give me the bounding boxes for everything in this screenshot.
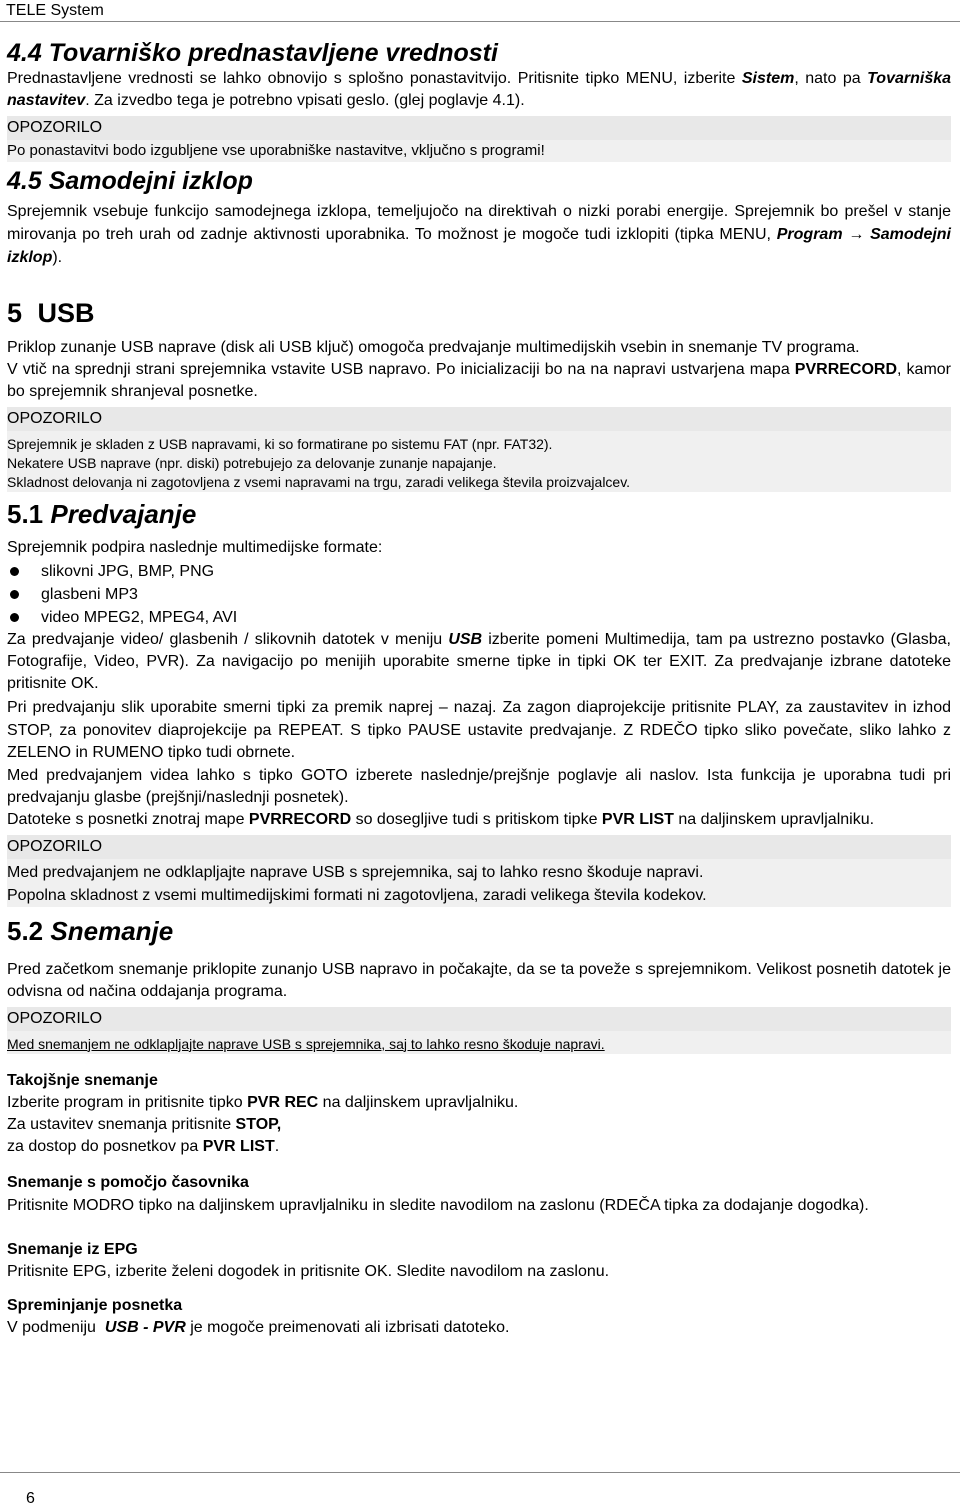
- paragraph: Pritisnite EPG, izberite želeni dogodek in pritisnite OK. Sledite navodilom na zaslonu.: [7, 1262, 610, 1280]
- section-title: USB: [37, 298, 95, 328]
- section-title: Samodejni izklop: [48, 167, 253, 195]
- section-heading-4-5: [7, 166, 951, 196]
- warning-label: OPOZORILO: [7, 835, 951, 859]
- warning-label: OPOZORILO: [7, 407, 951, 431]
- paragraph: Pri predvajanju slik uporabite smerni tipki za premik naprej – nazaj. Za zagon diaprojekcije pritisnite PLAY, za zaustavitev in izhod STOP, za ponovitev diaprojekcije pa REPEAT. S tipko PAUSE ustavite predvajanje. Z RDEČO tipko sliko povečate, sliko lahko z ZELENO in RUMENO tipko tudi obrnete.: [7, 699, 951, 761]
- section-heading-5-2: [7, 915, 951, 947]
- warning-line: Skladnost delovanja ni zagotovljena z vsemi napravami na trgu, zaradi velikega števila proizvajalcev.: [7, 474, 631, 490]
- paragraph: V vtič na sprednji strani sprejemnika vstavite USB napravo. Po inicializaciji bo na na napravi ustvarjena mapa PVRRECORD, kamor bo sprejemnik shranjeval posnetke.: [7, 361, 951, 400]
- warning-line: Nekatere USB naprave (npr. diski) potrebujejo za delovanje zunanje napajanje.: [7, 455, 497, 471]
- list-item: glasbeni MP3: [7, 583, 951, 606]
- section-number: 5.1: [7, 499, 44, 529]
- warning-block: [7, 431, 951, 492]
- subheading: Takojšnje snemanje: [7, 1071, 158, 1089]
- warning-block: [7, 859, 951, 907]
- section-number: 5.2: [7, 915, 44, 946]
- paragraph: Sprejemnik podpira naslednje multimedijske formate:: [7, 539, 383, 556]
- paragraph: Datoteke s posnetki znotraj mape PVRRECORD so dosegljive tudi s pritiskom tipke PVR LIST na daljinskem upravljalniku.: [7, 810, 875, 828]
- paragraph: Sprejemnik vsebuje funkcijo samodejnega izklopa, temeljujočo na direktivah o nizki porabi energije. Sprejemnik bo prešel v stanje mirovanja po treh urah od zadnje aktivnosti uporabnika. To možnost je mogoče tudi izklopiti (tipka MENU, Program → Samodejni izklop).: [7, 203, 951, 266]
- paragraph: Izberite program in pritisnite tipko PVR REC na daljinskem upravljalniku.: [7, 1093, 519, 1111]
- paragraph: Za predvajanje video/ glasbenih / slikovnih datotek v meniju USB izberite pomeni Multimedija, tam pa ustrezno postavko (Glasba, Fotografije, Video, PVR). Za navigacijo po menijih uporabite smerne tipke in tipki OK ter EXIT. Za predvajanje izbrane datoteke pritisnite OK.: [7, 631, 951, 692]
- list-item: slikovni JPG, BMP, PNG: [7, 560, 951, 583]
- paragraph: Med predvajanjem videa lahko s tipko GOTO izberete naslednje/prejšnje poglavje ali naslov. Ista funkcija je uporabna tudi pri predvajanju glasbe (prejšnji/naslednji posnetek).: [7, 766, 951, 806]
- section-title: Predvajanje: [50, 499, 197, 529]
- subheading: Spreminjanje posnetka: [7, 1296, 183, 1314]
- section-number: 4.5: [7, 167, 42, 195]
- section-heading-5: [7, 297, 951, 329]
- running-header: [0, 0, 960, 22]
- subheading: Snemanje iz EPG: [7, 1240, 138, 1258]
- subheading: Snemanje s pomočjo časovnika: [7, 1173, 249, 1191]
- page-number: 6: [26, 1490, 35, 1507]
- section-title: Tovarniško prednastavljene vrednosti: [48, 39, 498, 67]
- warning-label: OPOZORILO: [7, 1007, 951, 1031]
- header-title: TELE System: [6, 2, 104, 19]
- paragraph: Pred začetkom snemanje priklopite zunanjo USB napravo in počakajte, da se ta poveže s sprejemnikom. Velikost posnetih datotek je odvisna od načina oddajanja programa.: [7, 960, 951, 1000]
- section-title: Snemanje: [50, 915, 174, 946]
- section-number: 5: [7, 298, 23, 328]
- list-item: video MPEG2, MPEG4, AVI: [7, 606, 951, 629]
- warning-text: Po ponastavitvi bodo izgubljene vse uporabniške nastavitve, vključno s programi!: [7, 140, 951, 162]
- paragraph: Priklop zunanje USB naprave (disk ali USB ključ) omogoča predvajanje multimedijskih vsebin in snemanje TV programa.: [7, 339, 860, 356]
- warning-line: Med predvajanjem ne odklapljajte naprave USB s sprejemnika, saj to lahko resno škoduje napravi.: [7, 863, 704, 881]
- warning-text: Med snemanjem ne odklapljajte naprave USB s sprejemnika, saj to lahko resno škoduje napravi.: [7, 1031, 951, 1054]
- paragraph: za dostop do posnetkov pa PVR LIST.: [7, 1137, 280, 1155]
- warning-line: Sprejemnik je skladen z USB napravami, ki so formatirane po sistemu FAT (npr. FAT32).: [7, 436, 553, 452]
- warning-line: Popolna skladnost z vsemi multimedijskimi formati ni zagotovljena, zaradi velikega števila kodekov.: [7, 886, 707, 904]
- paragraph: Za ustavitev snemanja pritisnite STOP,: [7, 1115, 282, 1133]
- warning-label: OPOZORILO: [7, 116, 951, 140]
- section-heading-4-4: [7, 38, 951, 68]
- paragraph: Prednastavljene vrednosti se lahko obnovijo s splošno ponastavitvijo. Pritisnite tipko MENU, izberite Sistem, nato pa Tovarniška nastavitev. Za izvedbo tega je potrebno vpisati geslo. (glej poglavje 4.1).: [7, 70, 952, 109]
- section-heading-5-1: [7, 498, 951, 530]
- page-content: [7, 38, 951, 1339]
- format-list: [7, 560, 951, 629]
- page-footer: [0, 1472, 960, 1507]
- paragraph: Pritisnite MODRO tipko na daljinskem upravljalniku in sledite navodilom na zaslonu (RDEČA tipka za dodajanje dogodka).: [7, 1196, 869, 1214]
- paragraph: V podmeniju USB - PVR je mogoče preimenovati ali izbrisati datoteko.: [7, 1318, 510, 1336]
- section-number: 4.4: [7, 39, 42, 67]
